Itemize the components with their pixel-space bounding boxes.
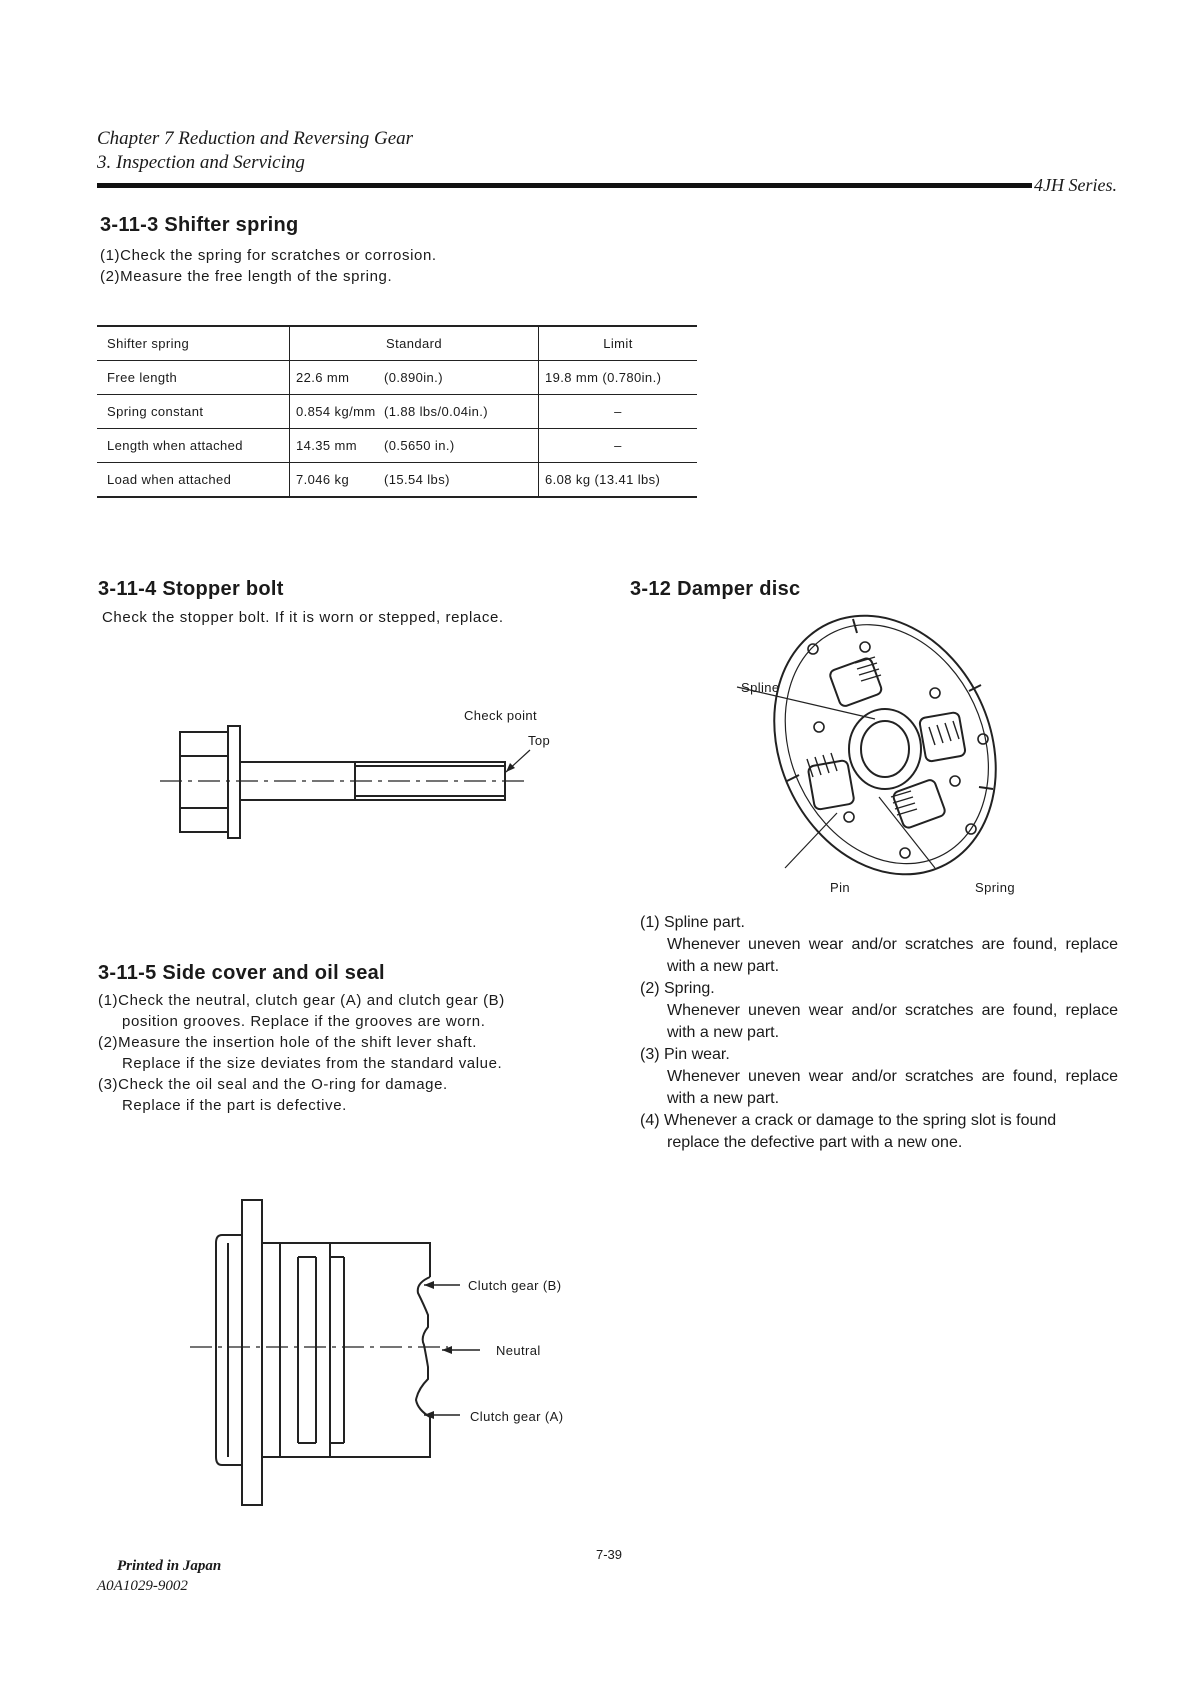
side-cover-line-5: (3)Check the oil seal and the O-ring for damage. — [98, 1076, 448, 1093]
pin-label: Pin — [830, 880, 850, 895]
hub-spline — [861, 721, 909, 777]
std-imperial: (15.54 lbs) — [384, 472, 450, 487]
row-limit: 6.08 kg (13.41 lbs) — [539, 463, 698, 498]
damper-disc-diagram — [725, 605, 1045, 895]
damper-item — [640, 978, 1118, 1044]
damper-item — [640, 1110, 1118, 1154]
clutch-b-label: Clutch gear (B) — [468, 1278, 562, 1293]
row-limit: – — [539, 395, 698, 429]
row-item: Load when attached — [97, 463, 290, 498]
header-limit: Limit — [539, 326, 698, 361]
header-item: Shifter spring — [97, 326, 290, 361]
row-item: Free length — [97, 361, 290, 395]
table-header-row — [97, 326, 697, 361]
header-standard: Standard — [290, 326, 539, 361]
table-row — [97, 395, 697, 429]
damper-item-detail: Whenever uneven wear and/or scratches are found, replace with a new part. — [667, 936, 1118, 975]
header-rule — [97, 183, 1032, 188]
std-imperial: (0.5650 in.) — [384, 438, 455, 453]
cover-body-top — [262, 1243, 430, 1277]
damper-disc-items — [640, 912, 1118, 1154]
row-item: Spring constant — [97, 395, 290, 429]
table-row — [97, 463, 697, 498]
printed-in-japan: Printed in Japan — [117, 1558, 222, 1574]
step-1: (1)Check the spring for scratches or corrosion. — [100, 247, 437, 264]
std-imperial: (0.890in.) — [384, 370, 443, 385]
chapter-title: Chapter 7 Reduction and Reversing Gear — [97, 128, 414, 149]
pin-leader — [785, 813, 837, 868]
row-standard — [290, 361, 539, 395]
shifter-spring-steps — [100, 245, 437, 287]
damper-item-title: (4) Whenever a crack or damage to the spring slot is found — [640, 1112, 1057, 1129]
damper-item-detail: replace the defective part with a new one. — [667, 1134, 963, 1151]
std-metric: 0.854 kg/mm — [296, 404, 376, 419]
side-cover-line-2: position grooves. Replace if the grooves are worn. — [122, 1013, 486, 1030]
damper-item-title: (2) Spring. — [640, 980, 715, 997]
damper-item-detail: Whenever uneven wear and/or scratches are found, replace with a new part. — [667, 1068, 1118, 1107]
spline-label: Spline — [741, 680, 780, 695]
series-label: 4JH Series. — [1034, 175, 1117, 195]
row-standard — [290, 463, 539, 498]
row-item: Length when attached — [97, 429, 290, 463]
stopper-bolt-heading: 3-11-4 Stopper bolt — [98, 578, 284, 600]
row-standard — [290, 429, 539, 463]
cover-flange — [242, 1200, 262, 1505]
document-code: A0A1029-9002 — [97, 1578, 188, 1594]
top-label: Top — [528, 733, 551, 748]
side-cover-diagram — [180, 1195, 480, 1515]
spring-window-1 — [829, 657, 883, 708]
row-standard — [290, 395, 539, 429]
spring-label: Spring — [975, 880, 1015, 895]
table-row — [97, 429, 697, 463]
shifter-spring-table — [97, 325, 697, 498]
std-metric: 7.046 kg — [296, 472, 350, 487]
side-cover-line-6: Replace if the part is defective. — [122, 1097, 347, 1114]
damper-item — [640, 1044, 1118, 1110]
side-cover-line-3: (2)Measure the insertion hole of the shift lever shaft. — [98, 1034, 478, 1051]
neutral-label: Neutral — [496, 1343, 541, 1358]
check-point-label: Check point — [464, 708, 538, 723]
damper-item-detail: Whenever uneven wear and/or scratches are found, replace with a new part. — [667, 1002, 1118, 1041]
damper-item-title: (1) Spline part. — [640, 914, 745, 931]
stopper-bolt-text: Check the stopper bolt. If it is worn or stepped, replace. — [102, 609, 504, 626]
std-imperial: (1.88 lbs/0.04in.) — [384, 404, 489, 419]
cover-body-bottom — [262, 1417, 430, 1457]
row-limit: 19.8 mm (0.780in.) — [539, 361, 698, 395]
page-number: 7-39 — [596, 1547, 623, 1562]
side-cover-line-4: Replace if the size deviates from the standard value. — [122, 1055, 503, 1072]
damper-disc-heading: 3-12 Damper disc — [630, 578, 801, 600]
damper-item — [640, 912, 1118, 978]
side-cover-heading: 3-11-5 Side cover and oil seal — [98, 962, 385, 984]
step-2: (2)Measure the free length of the spring. — [100, 268, 393, 285]
row-limit: – — [539, 429, 698, 463]
side-cover-line-1: (1)Check the neutral, clutch gear (A) and clutch gear (B) — [98, 992, 505, 1009]
side-cover-steps — [98, 990, 588, 1116]
table-row — [97, 361, 697, 395]
clutch-a-label: Clutch gear (A) — [470, 1409, 564, 1424]
disc-outer — [733, 605, 1037, 895]
bolt-flange — [228, 726, 240, 838]
shifter-spring-heading: 3-11-3 Shifter spring — [100, 214, 299, 236]
clutch-b-arrow — [424, 1281, 434, 1289]
damper-item-title: (3) Pin wear. — [640, 1046, 730, 1063]
std-metric: 14.35 mm — [296, 438, 358, 453]
spring-window-4 — [808, 760, 855, 810]
section-title: 3. Inspection and Servicing — [97, 152, 305, 173]
std-metric: 22.6 mm — [296, 370, 350, 385]
bolt-head — [180, 732, 228, 832]
